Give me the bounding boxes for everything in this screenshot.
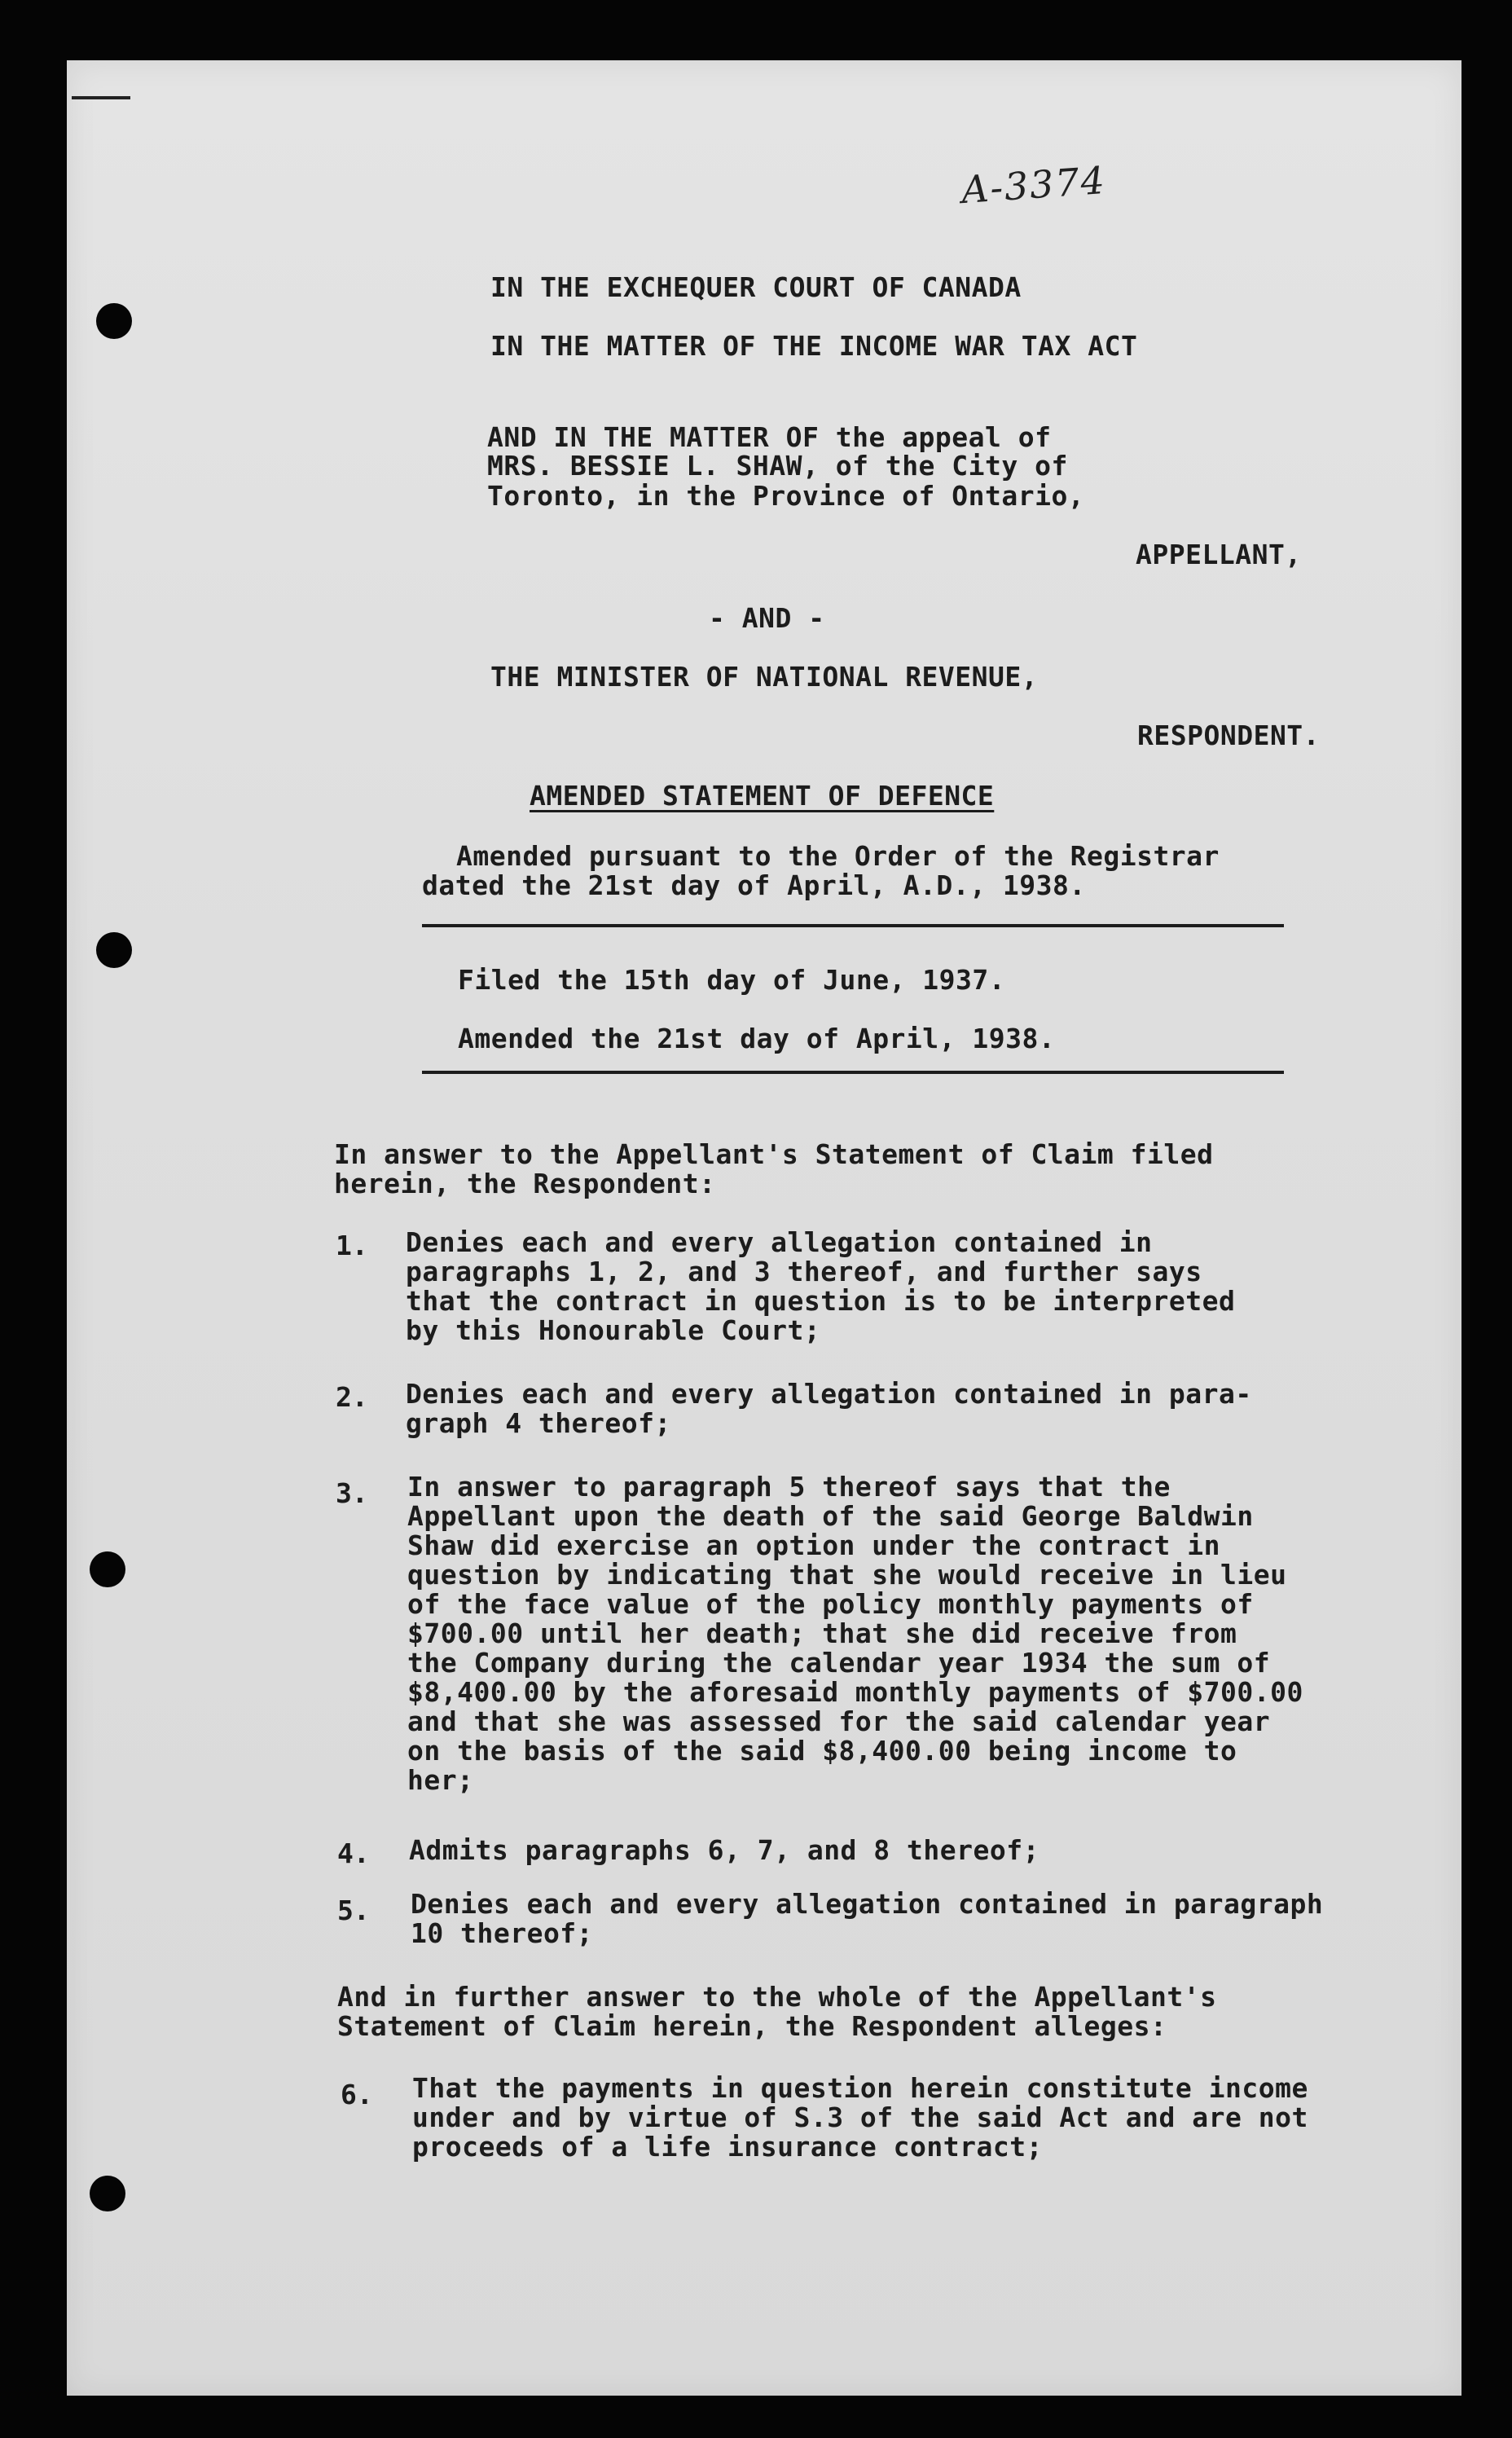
paragraph-line: of the face value of the policy monthly payments of <box>407 1588 1254 1620</box>
paragraph-line: under and by virtue of S.3 of the said Act and are not <box>412 2101 1308 2133</box>
paragraph-line: That the payments in question herein constitute income <box>412 2072 1308 2104</box>
paragraph-line: by this Honourable Court; <box>406 1314 821 1346</box>
divider-rule <box>422 1071 1284 1074</box>
paragraph-line: 10 thereof; <box>411 1917 594 1949</box>
paragraph-line: on the basis of the said $8,400.00 being income to <box>407 1735 1237 1767</box>
matter-heading: IN THE MATTER OF THE INCOME WAR TAX ACT <box>490 330 1138 362</box>
punch-hole <box>96 932 132 968</box>
paragraph-line: Denies each and every allegation contained in paragraph <box>411 1888 1324 1920</box>
respondent-party: THE MINISTER OF NATIONAL REVENUE, <box>490 661 1039 693</box>
paragraph-line: $8,400.00 by the aforesaid monthly payments of $700.00 <box>407 1676 1303 1708</box>
edge-mark <box>72 96 130 99</box>
further-answer-line: Statement of Claim herein, the Respondent alleges: <box>337 2010 1167 2042</box>
paragraph-number: 6. <box>341 2079 373 2110</box>
paragraph-line: proceeds of a life insurance contract; <box>412 2131 1043 2163</box>
punch-hole <box>90 1551 125 1587</box>
amendment-note-line: dated the 21st day of April, A.D., 1938. <box>422 869 1086 901</box>
paragraph-line: In answer to paragraph 5 thereof says that the <box>407 1471 1171 1503</box>
paragraph-line: $700.00 until her death; that she did receive from <box>407 1617 1237 1649</box>
paragraph-line: paragraphs 1, 2, and 3 thereof, and further says <box>406 1256 1202 1287</box>
paragraph-number: 5. <box>337 1895 370 1926</box>
appeal-line: MRS. BESSIE L. SHAW, of the City of <box>487 450 1068 482</box>
paragraph-line: her; <box>407 1764 474 1796</box>
amended-date: Amended the 21st day of April, 1938. <box>458 1023 1056 1054</box>
document-title: AMENDED STATEMENT OF DEFENCE <box>530 780 995 812</box>
paragraph-line: the Company during the calendar year 1934 the sum of <box>407 1647 1271 1679</box>
court-heading: IN THE EXCHEQUER COURT OF CANADA <box>490 271 1022 303</box>
paragraph-line: Shaw did exercise an option under the contract in <box>407 1529 1221 1561</box>
divider-rule <box>422 924 1284 927</box>
appeal-line: Toronto, in the Province of Ontario, <box>487 480 1085 512</box>
further-answer-line: And in further answer to the whole of the Appellant's <box>337 1981 1217 2013</box>
respondent-label: RESPONDENT. <box>1137 720 1321 751</box>
and-separator: - AND - <box>709 602 825 634</box>
paragraph-number: 4. <box>337 1837 370 1869</box>
paragraph-number: 3. <box>336 1477 368 1509</box>
intro-line: herein, the Respondent: <box>334 1168 716 1199</box>
appellant-label: APPELLANT, <box>1136 539 1302 570</box>
punch-hole <box>96 303 132 339</box>
paragraph-line: Admits paragraphs 6, 7, and 8 thereof; <box>409 1834 1040 1866</box>
file-number: A-3374 <box>960 157 1108 213</box>
intro-line: In answer to the Appellant's Statement of Claim filed <box>334 1138 1214 1170</box>
punch-hole <box>90 2176 125 2211</box>
filed-date: Filed the 15th day of June, 1937. <box>458 964 1006 996</box>
paragraph-line: graph 4 thereof; <box>406 1407 671 1439</box>
paragraph-line: question by indicating that she would receive in lieu <box>407 1559 1287 1591</box>
paragraph-line: that the contract in question is to be interpreted <box>406 1285 1236 1317</box>
paragraph-number: 1. <box>336 1230 368 1261</box>
paragraph-line: Denies each and every allegation contained in para- <box>406 1378 1252 1410</box>
paragraph-line: Appellant upon the death of the said George Baldwin <box>407 1500 1254 1532</box>
amendment-note-line: Amended pursuant to the Order of the Registrar <box>456 840 1220 872</box>
appeal-line: AND IN THE MATTER OF the appeal of <box>487 421 1052 453</box>
paragraph-line: and that she was assessed for the said calendar year <box>407 1705 1271 1737</box>
paragraph-line: Denies each and every allegation contained in <box>406 1226 1153 1258</box>
paragraph-number: 2. <box>336 1381 368 1413</box>
